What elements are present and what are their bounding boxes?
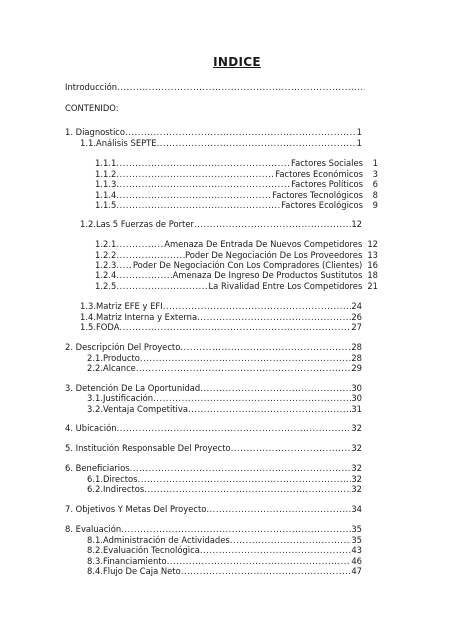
- toc-entry-page: 34: [351, 504, 362, 514]
- leader-dots: [130, 463, 352, 473]
- toc-entry[interactable]: [65, 524, 362, 534]
- toc-entry[interactable]: [65, 127, 362, 137]
- toc-entry-title: Factores Tecnológicos: [272, 190, 363, 200]
- toc-entry[interactable]: [87, 353, 362, 363]
- toc-entry-page: 30: [351, 393, 362, 403]
- toc-entry[interactable]: [80, 301, 362, 311]
- toc-entry-label: 2.1.Producto: [87, 353, 140, 363]
- toc-entry-label: 7. Objetivos Y Metas Del Proyecto: [65, 504, 207, 514]
- leader-dots: [230, 535, 352, 545]
- toc-entry-label: 6.1.Directos: [87, 474, 138, 484]
- leader-dots: [138, 474, 352, 484]
- toc-entry[interactable]: [87, 404, 362, 414]
- leader-dots: [116, 281, 208, 291]
- toc-entry-page: 29: [351, 363, 362, 373]
- toc-entry[interactable]: [95, 179, 378, 189]
- toc-entry-label: 6.2.Indirectos: [87, 484, 145, 494]
- toc-entry-label: 1.1.2: [95, 169, 117, 179]
- toc-entry-page: 12: [351, 219, 362, 229]
- toc-entry-label: 1.2.1: [95, 239, 117, 249]
- toc-entry-label: 1.1.Análisis SEPTE: [80, 138, 157, 148]
- toc-entry[interactable]: [95, 250, 378, 260]
- leader-dots: [116, 270, 172, 280]
- toc-entry-page: 21: [367, 281, 378, 291]
- toc-entry-page: 27: [351, 322, 362, 332]
- toc-entry-page: 9: [372, 200, 378, 210]
- toc-entry[interactable]: [95, 281, 378, 291]
- toc-entry[interactable]: [80, 138, 362, 148]
- toc-entry[interactable]: [87, 363, 362, 373]
- toc-entry[interactable]: [87, 545, 362, 555]
- leader-dots: [163, 301, 352, 311]
- leader-dots: [121, 524, 351, 534]
- toc-entry-label: 1.1.4: [95, 190, 117, 200]
- leader-dots: [116, 179, 291, 189]
- leader-dots: [194, 219, 351, 229]
- toc-entry-page: 46: [351, 556, 362, 566]
- toc-entry-label: 8.2.Evaluación Tecnológica: [87, 545, 200, 555]
- leader-dots: [206, 504, 351, 514]
- leader-dots: [116, 158, 291, 168]
- toc-entry-page: 35: [351, 524, 362, 534]
- toc-entry-page: 31: [351, 404, 362, 414]
- toc-entry-label: 5. Institución Responsable Del Proyecto: [65, 443, 231, 453]
- leader-dots: [180, 342, 351, 352]
- leader-dots: [157, 138, 357, 148]
- toc-entry-label: 1.2.2: [95, 250, 117, 260]
- toc-entry[interactable]: [87, 474, 362, 484]
- toc-entry-label: 1.2.Las 5 Fuerzas de Porter: [80, 219, 194, 229]
- leader-dots: [116, 190, 272, 200]
- leader-dots: [125, 127, 357, 137]
- leader-dots: [116, 169, 275, 179]
- toc-entry-label: 8.3.Financiamiento: [87, 556, 167, 566]
- toc-entry[interactable]: [95, 260, 378, 270]
- toc-entry[interactable]: [95, 190, 378, 200]
- toc-entry[interactable]: [80, 219, 362, 229]
- toc-entry-label: 1. Diagnostico: [65, 127, 126, 137]
- leader-dots: [119, 322, 351, 332]
- toc-entry-label: 2. Descripción Del Proyecto: [65, 342, 181, 352]
- toc-entry-page: 47: [351, 566, 362, 576]
- toc-intro-label: Introducción: [65, 82, 118, 92]
- toc-entry-label: 8.1.Administración de Actividades: [87, 535, 230, 545]
- toc-entry-page: 28: [351, 342, 362, 352]
- toc-entry-page: 32: [351, 423, 362, 433]
- toc-entry[interactable]: [80, 312, 362, 322]
- leader-dots: [197, 312, 351, 322]
- toc-entry-label: 2.2.Alcance: [87, 363, 136, 373]
- toc-entry-label: 3.2.Ventaja Competitiva: [87, 404, 188, 414]
- toc-entry[interactable]: [65, 383, 362, 393]
- leader-dots: [116, 250, 185, 260]
- leader-dots: [117, 82, 365, 92]
- toc-entry-page: 30: [351, 383, 362, 393]
- toc-entry-label: 1.5.FODA: [80, 322, 120, 332]
- leader-dots: [116, 260, 133, 270]
- toc-entry[interactable]: [65, 463, 362, 473]
- leader-dots: [167, 556, 352, 566]
- toc-entry-label: 1.2.5: [95, 281, 117, 291]
- toc-entry[interactable]: [95, 158, 378, 168]
- toc-entry-title: Poder De Negociación Con Los Compradores (Clientes): [132, 260, 363, 270]
- toc-entry-label: 1.1.5: [95, 200, 117, 210]
- toc-entry-page: 16: [367, 260, 378, 270]
- toc-entry[interactable]: [65, 342, 362, 352]
- toc-entry[interactable]: [87, 393, 362, 403]
- toc-entry[interactable]: [87, 566, 362, 576]
- toc-entry-label: 3.1.Justificación: [87, 393, 154, 403]
- toc-entry-label: 3. Detención De La Oportunidad: [65, 383, 201, 393]
- toc-entry-title: Amenaza De Ingreso De Productos Sustitutos: [172, 270, 363, 280]
- toc-entry-page: 3: [372, 169, 378, 179]
- toc-entry-title: Factores Ecológicos: [281, 200, 363, 210]
- toc-entry-page: 24: [351, 301, 362, 311]
- toc-entry-page: 43: [351, 545, 362, 555]
- toc-entry-page: 28: [351, 353, 362, 363]
- leader-dots: [116, 200, 281, 210]
- leader-dots: [181, 566, 352, 576]
- toc-entry-label: 1.3.Matriz EFE y EFI: [80, 301, 163, 311]
- toc-entry-page: 8: [372, 190, 378, 200]
- leader-dots: [188, 404, 351, 414]
- leader-dots: [116, 239, 164, 249]
- toc-entry[interactable]: [87, 535, 362, 545]
- toc-entry-label: 1.1.3: [95, 179, 117, 189]
- index-title: INDICE: [213, 55, 261, 69]
- leader-dots: [153, 393, 351, 403]
- toc-entry[interactable]: [87, 556, 362, 566]
- toc-entry-label: 1.2.3: [95, 260, 117, 270]
- toc-entry-label: 8.4.Flujo De Caja Neto: [87, 566, 181, 576]
- contenido-heading: CONTENIDO:: [65, 103, 119, 113]
- toc-entry[interactable]: [95, 200, 378, 210]
- leader-dots: [140, 353, 351, 363]
- toc-entry-title: La Rivalidad Entre Los Competidores: [208, 281, 363, 291]
- toc-entry-page: 32: [351, 463, 362, 473]
- toc-entry[interactable]: [87, 484, 362, 494]
- toc-entry-title: Factores Políticos: [291, 179, 363, 189]
- toc-entry-page: 35: [351, 535, 362, 545]
- toc-entry[interactable]: [95, 169, 378, 179]
- toc-entry-page: 6: [372, 179, 378, 189]
- toc-entry[interactable]: [65, 423, 362, 433]
- toc-entry-page: 32: [351, 443, 362, 453]
- toc-entry-page: 26: [351, 312, 362, 322]
- toc-entry-title: Amenaza De Entrada De Nuevos Competidores: [164, 239, 363, 249]
- toc-entry-label: 1.2.4: [95, 270, 117, 280]
- toc-entry-page: 1: [356, 127, 362, 137]
- toc-entry-page: 12: [367, 239, 378, 249]
- leader-dots: [200, 545, 351, 555]
- toc-entry-title: Factores Económicos: [275, 169, 363, 179]
- toc-entry-label: 4. Ubicación: [65, 423, 117, 433]
- toc-entry-page: 1: [356, 138, 362, 148]
- toc-entry-page: 18: [367, 270, 378, 280]
- toc-entry-label: 1.1.1: [95, 158, 117, 168]
- toc-entry-label: 8. Evaluación: [65, 524, 122, 534]
- leader-dots: [144, 484, 351, 494]
- toc-entry-title: Factores Sociales: [291, 158, 363, 168]
- toc-entry-page: 1: [372, 158, 378, 168]
- toc-entry-page: 32: [351, 484, 362, 494]
- toc-entry[interactable]: [65, 443, 362, 453]
- toc-intro: [65, 82, 365, 92]
- leader-dots: [136, 363, 351, 373]
- toc-entry-page: 13: [367, 250, 378, 260]
- leader-dots: [231, 443, 352, 453]
- toc-entry[interactable]: [95, 270, 378, 280]
- toc-entry[interactable]: [95, 239, 378, 249]
- toc-entry[interactable]: [65, 504, 362, 514]
- toc-entry-page: 32: [351, 474, 362, 484]
- toc-entry[interactable]: [80, 322, 362, 332]
- toc-entry-label: 1.4.Matriz Interna y Externa: [80, 312, 198, 322]
- leader-dots: [200, 383, 351, 393]
- toc-entry-title: Poder De Negociación De Los Proveedores: [184, 250, 363, 260]
- toc-entry-label: 6. Beneficiarios: [65, 463, 130, 473]
- leader-dots: [117, 423, 352, 433]
